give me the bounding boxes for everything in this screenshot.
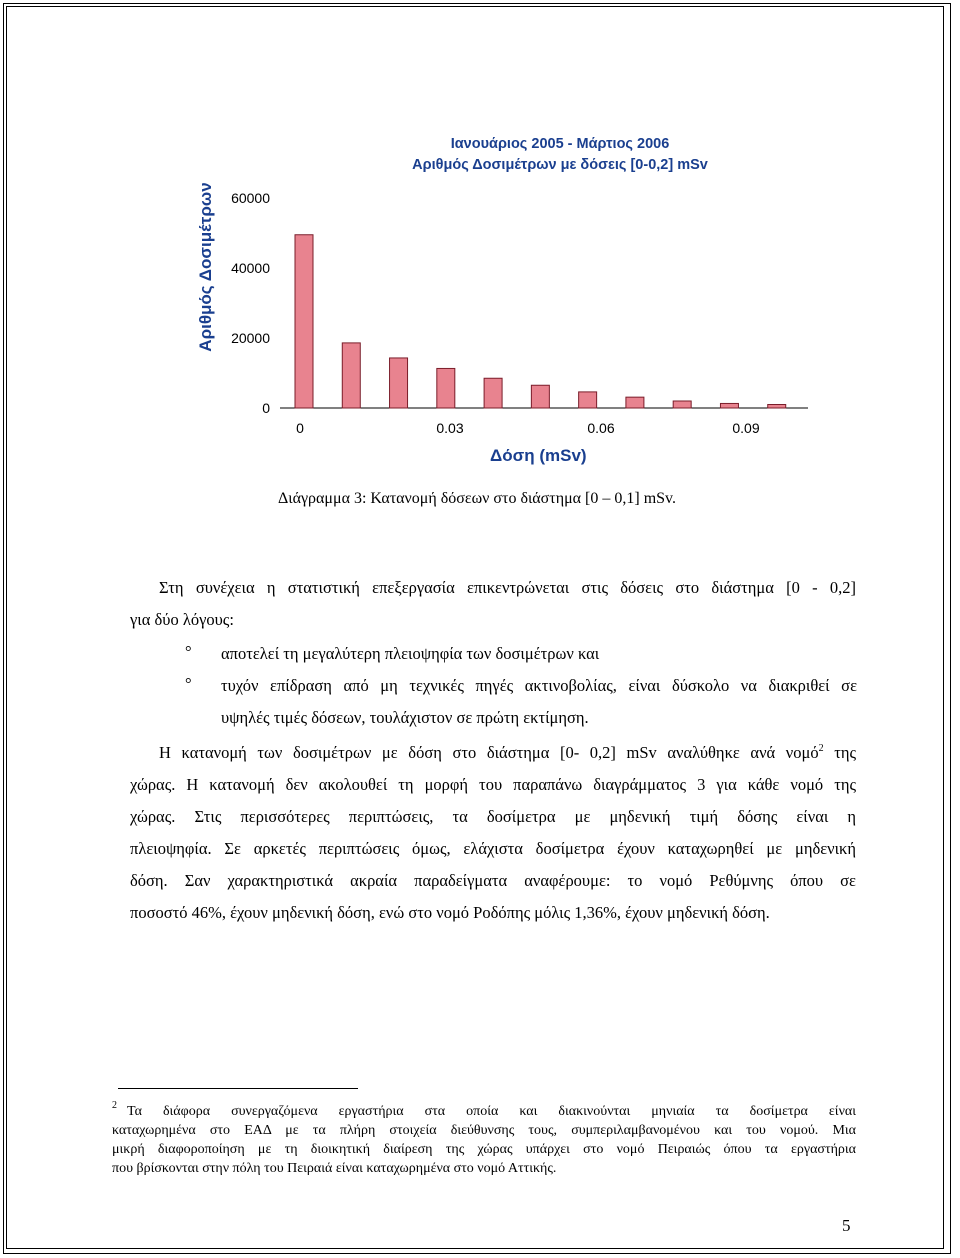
paragraph-line: Η κατανομή των δοσιμέτρων με δόση στο διάστημα [0- 0,2] mSv αναλύθηκε ανά νομό$^2$ της <box>159 743 856 762</box>
y-tick-label: 60000 <box>231 190 270 206</box>
bar-0.06 <box>579 392 597 408</box>
paragraph-line: δόση. Σαν χαρακτηριστικά ακραία παραδείγματα αναφέρουμε: το νομό Ρεθύμνης όπου σε <box>130 871 856 890</box>
y-tick-label: 0 <box>262 400 270 416</box>
bar-chart <box>0 0 960 470</box>
bar-0.1 <box>768 405 786 409</box>
y-tick-label: 20000 <box>231 330 270 346</box>
x-tick-label: 0.03 <box>436 420 464 436</box>
paragraph-line: χώρας. Η κατανομή δεν ακολουθεί τη μορφή του παραπάνω διαγράμματος 3 για κάθε νομό της <box>130 775 856 794</box>
intro-paragraph <box>130 572 856 636</box>
footnote-line: μικρή διαφοροποίηση με τη διοικητική διαίρεση της χώρας υπάρχει στο νομό Πειραιώς όπου τα εργαστήρια <box>112 1142 856 1157</box>
bar-0.07 <box>626 397 644 408</box>
bar-0.02 <box>390 358 408 408</box>
intro-line: Στη συνέχεια η στατιστική επεξεργασία επικεντρώνεται στις δόσεις στο διάστημα [0 - 0,2] <box>159 578 856 597</box>
footnote-line: $^2$ Τα διάφορα συνεργαζόμενα εργαστήρια στα οποία και διακινούνται μηνιαία τα δοσίμετρα είναι <box>112 1100 856 1119</box>
bullet-item-continued: υψηλές τιμές δόσεων, τουλάχιστον σε πρώτη εκτίμηση. <box>221 708 589 727</box>
bar-0.05 <box>531 385 549 408</box>
bar-0.04 <box>484 378 502 408</box>
page-number: 5 <box>842 1216 851 1235</box>
bar-0.03 <box>437 368 455 408</box>
bar-0.09 <box>720 403 738 408</box>
footnote-line: που βρίσκονται στην πόλη του Πειραιά είναι καταχωρημένα στο νομό Αττικής. <box>112 1161 557 1176</box>
bar-0.01 <box>342 343 360 408</box>
footnote-separator <box>118 1088 358 1089</box>
x-tick-label: 0 <box>296 420 304 436</box>
figure-caption: Διάγραμμα 3: Κατανομή δόσεων στο διάστημα [0 – 0,1] mSv. <box>278 490 677 507</box>
footnote-line: καταχωρημένα στο ΕΑΔ με τα πλήρη στοιχεία διεύθυνσης τους, συμπεριλαμβανομένου και του νομού. Μια <box>112 1123 856 1138</box>
bullet-symbol: ° <box>185 674 192 693</box>
y-axis-label: Αριθμός Δοσιμέτρων <box>196 182 215 352</box>
x-tick-label: 0.06 <box>587 420 615 436</box>
y-tick-label: 40000 <box>231 260 270 276</box>
bar-0 <box>295 235 313 408</box>
bullet-item: τυχόν επίδραση από μη τεχνικές πηγές ακτινοβολίας, είναι δύσκολο να διακριθεί σε <box>221 676 857 695</box>
x-axis-label: Δόση (mSv) <box>490 446 587 465</box>
footnote <box>112 1096 856 1178</box>
paragraph-line: πλειοψηφία. Σε αρκετές περιπτώσεις όμως, ελάχιστα δοσίμετρα έχουν καταχωρηθεί με μηδενική <box>130 839 856 858</box>
chart-title: Ιανουάριος 2005 - Μάρτιος 2006 <box>450 136 670 152</box>
x-tick-label: 0.09 <box>732 420 760 436</box>
bullet-item: αποτελεί τη μεγαλύτερη πλειοψηφία των δοσιμέτρων και <box>221 644 600 663</box>
intro-line: για δύο λόγους: <box>130 610 234 629</box>
paragraph-line: χώρας. Στις περισσότερες περιπτώσεις, τα δοσίμετρα με μηδενική τιμή δόσης είναι η <box>130 807 856 826</box>
distribution-paragraph <box>130 733 856 929</box>
footnote-number: 2 <box>112 1100 117 1111</box>
bar-0.08 <box>673 401 691 408</box>
footnote-reference[interactable]: 2 <box>818 743 824 754</box>
bullet-symbol: ° <box>185 642 192 661</box>
chart-subtitle: Αριθμός Δοσιμέτρων με δόσεις [0-0,2] mSv <box>412 157 708 173</box>
paragraph-line: ποσοστό 46%, έχουν μηδενική δόση, ενώ στο νομό Ροδόπης μόλις 1,36%, έχουν μηδενική δόση. <box>130 903 770 922</box>
